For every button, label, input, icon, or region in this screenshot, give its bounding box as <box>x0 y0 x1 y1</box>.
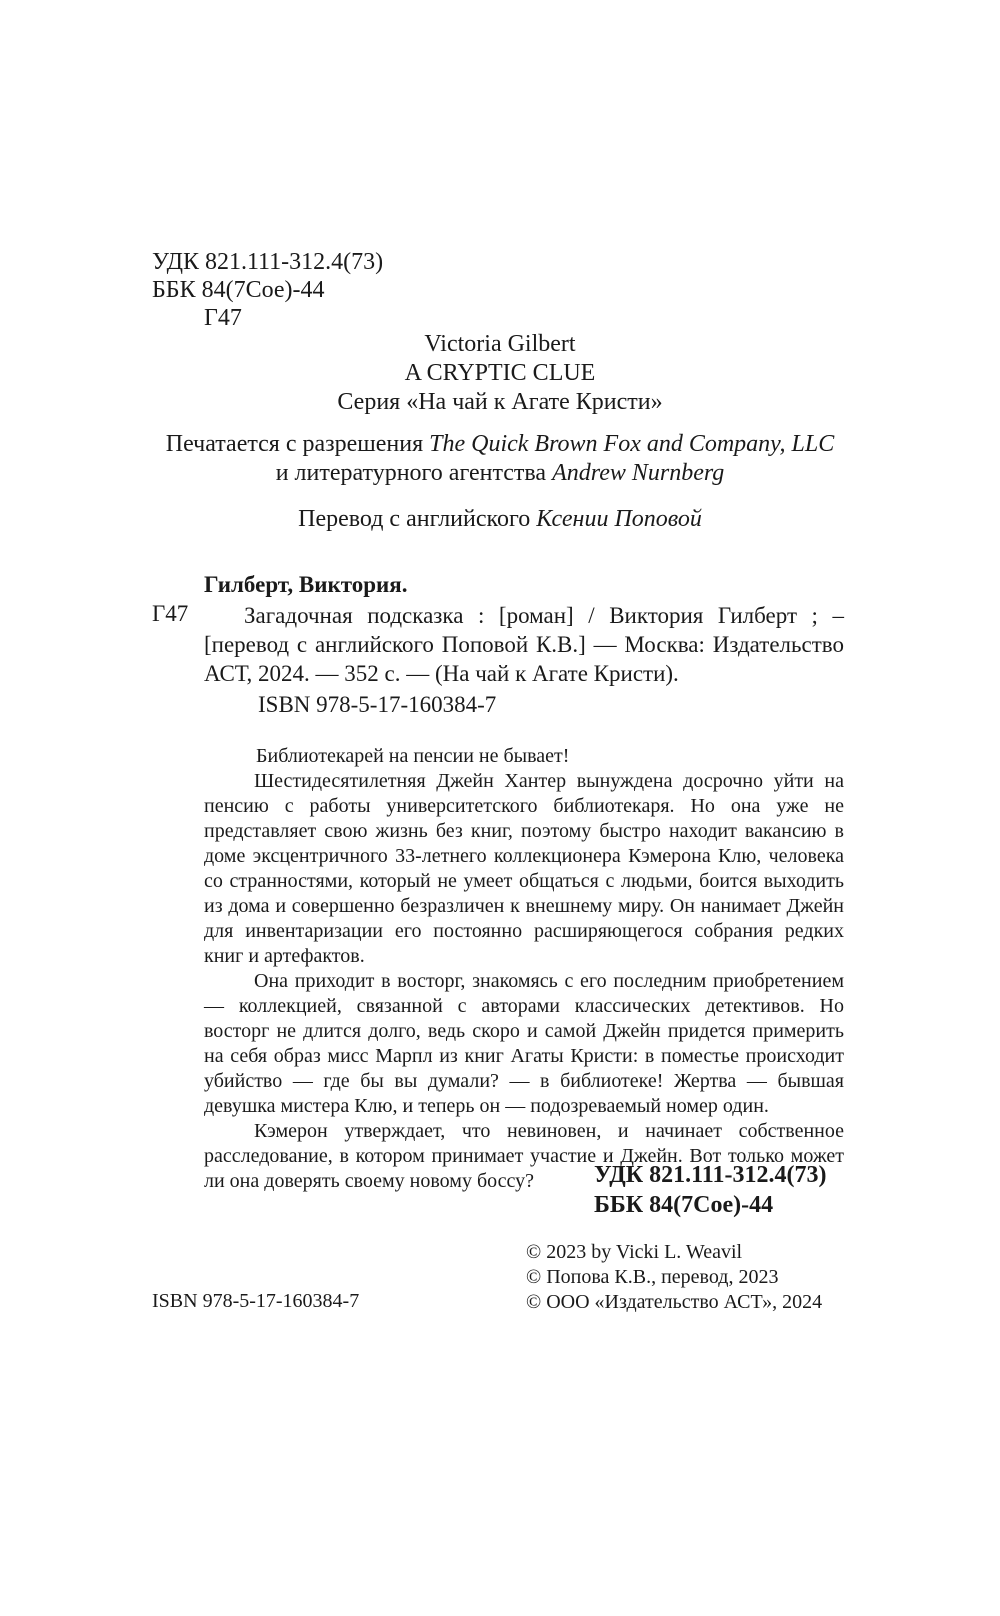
agency-text: и литературного агентства <box>275 460 553 486</box>
udk-code-bold: УДК 821.111-312.4(73) <box>594 1162 827 1188</box>
top-classification-codes <box>152 248 383 332</box>
copyright-line: © 2023 by Vicki L. Weavil <box>526 1241 743 1263</box>
copyright-line: © Попова К.В., перевод, 2023 <box>526 1266 779 1288</box>
annotation-tagline: Библиотекарей на пенсии не бывает! <box>256 745 570 767</box>
bottom-classification <box>594 1160 826 1220</box>
bib-description-text: Загадочная подсказка : [роман] / Виктория Гилберт ; – [перевод с английского Поповой К.В.] — Москва: Издательство АСТ, 2024. — 352 с. — (На чай к Агате Кристи). <box>204 603 844 686</box>
series-name: Серия «На чай к Агате Кристи» <box>337 389 663 415</box>
udk-code: УДК 821.111-312.4(73) <box>152 249 384 275</box>
translation-credit <box>0 505 1000 534</box>
bbk-code-bold: ББК 84(7Сое)-44 <box>594 1192 774 1218</box>
annotation-paragraph: Шестидесятилетняя Джейн Хантер вынуждена досрочно уйти на пенсию с работы университетского библиотекаря. Но она уже не представляет свою жизнь без книг, поэтому быстро находит вакансию в доме эксцентричного 33-летнего коллекционера Кэмерона Клю, человека со странностями, который не умеет общаться с людьми, боится выходить из дома и совершенно безразличен к внешнему миру. Он нанимает Джейн для инвентаризации его постоянно расширяющегося собрания редких книг и артефактов. <box>204 770 844 967</box>
rights-holder: The Quick Brown Fox and Company, LLC <box>429 431 835 457</box>
translation-text: Перевод с английского <box>298 506 537 532</box>
bib-author-heading: Гилберт, Виктория. <box>204 572 408 597</box>
bib-author-mark: Г47 <box>152 601 189 626</box>
permission-text: Печатается с разрешения <box>165 431 430 457</box>
permission-notice <box>0 430 1000 488</box>
agency-name: Andrew Nurnberg <box>552 460 725 486</box>
original-author: Victoria Gilbert <box>424 331 576 357</box>
annotation <box>204 744 844 1194</box>
bbk-code: ББК 84(7Сое)-44 <box>152 277 325 303</box>
annotation-paragraph: Она приходит в восторг, знакомясь с его последним приобретением — коллекцией, связанной с авторами классических детективов. Но восторг не длится долго, ведь скоро и самой Джейн придется примерить на себя образ мисс Марпл из книг Агаты Кристи: в поместье происходит убийство — где бы вы думали? — в библиотеке! Жертва — бывшая девушка мистера Клю, и теперь он — подозреваемый номер один. <box>204 970 844 1117</box>
bib-description <box>204 601 844 688</box>
annotation-paragraph: Кэмерон утверждает, что невиновен, и начинает собственное расследование, в котором принимает участие и Джейн. Вот только может ли она доверять своему новому боссу? <box>204 1120 844 1192</box>
bottom-isbn: ISBN 978-5-17-160384-7 <box>152 1290 360 1312</box>
bib-isbn: ISBN 978-5-17-160384-7 <box>258 692 497 717</box>
copyright-block <box>526 1240 822 1315</box>
original-edition-info <box>0 330 1000 417</box>
translator-name: Ксении Поповой <box>536 506 702 532</box>
copyright-line: © ООО «Издательство АСТ», 2024 <box>526 1291 823 1313</box>
original-title: A CRYPTIC CLUE <box>404 360 596 386</box>
author-mark: Г47 <box>204 305 242 331</box>
